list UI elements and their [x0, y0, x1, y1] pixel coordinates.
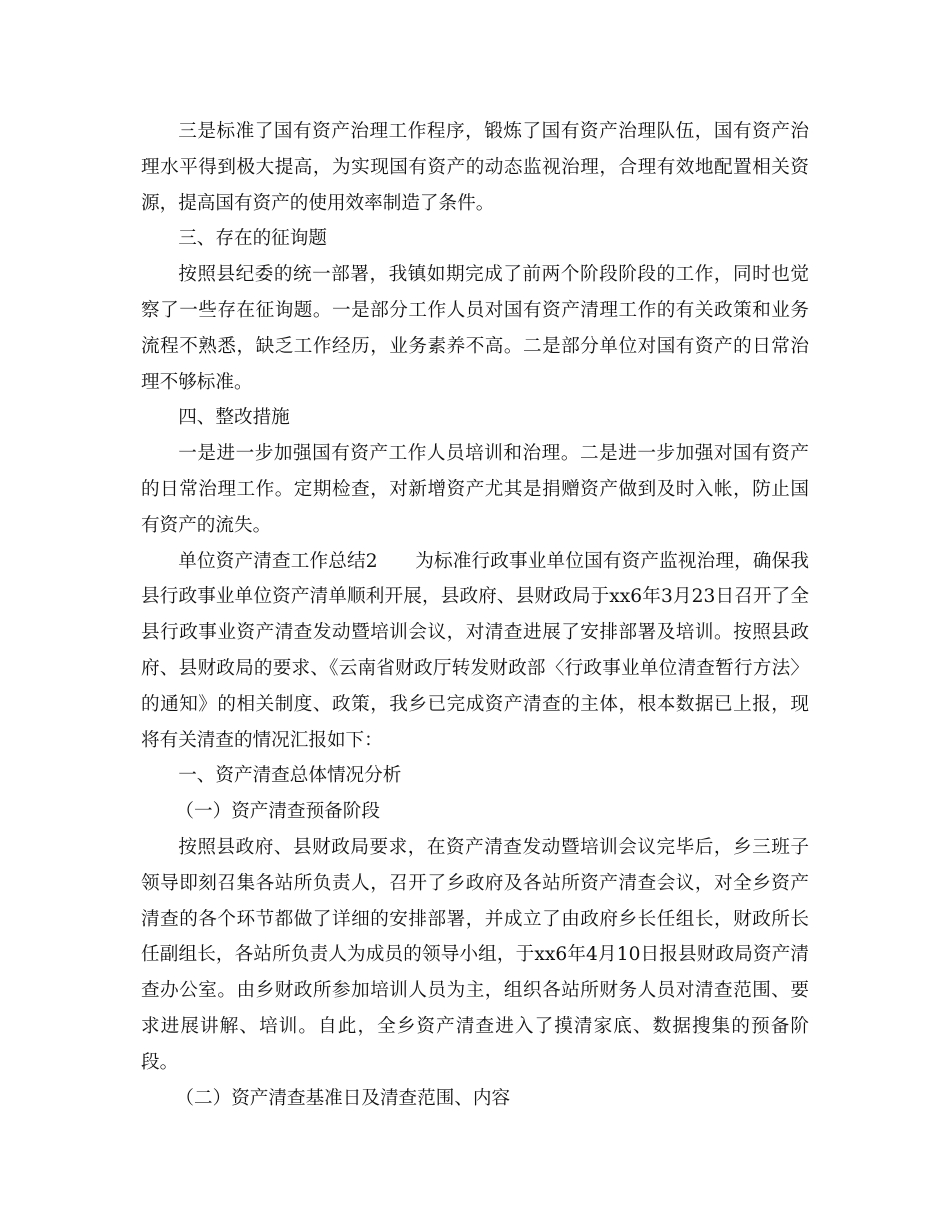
paragraph-summary-2-intro: 单位资产清查工作总结2 为标准行政事业单位国有资产监视治理，确保我县行政事业单位资产清单顺利开展，县政府、县财政局于xx6年3月23日召开了全县行政事业资产清查发动暨培训会议，对清查进展了安排部署及培训。按照县政府、县财政局的要求、《云南省财政厅转发财政部〈行政事业单位清查暂行方法〉的通知》的相关制度、政策，我乡已完成资产清查的主体，根本数据已上报，现将有关清查的情况汇报如下： — [141, 550, 809, 751]
paragraph-rectification: 一是进一步加强国有资产工作人员培训和治理。二是进一步加强对国有资产的日常治理工作。定期检查，对新增资产尤其是捐赠资产做到及时入帐，防止国有资产的流失。 — [141, 443, 809, 536]
subsection-heading-preparation: （一）资产清查预备阶段 — [175, 801, 380, 823]
paragraph-problems: 按照县纪委的统一部署，我镇如期完成了前两个阶段阶段的工作，同时也觉察了一些存在征询题。一是部分工作人员对国有资产清理工作的有关政策和业务流程不熟悉，缺乏工作经历，业务素养不高。二是部分单位对国有资产的日常治理不够标准。 — [141, 264, 809, 393]
paragraph-preparation: 按照县政府、县财政局要求，在资产清查发动暨培训会议完毕后，乡三班子领导即刻召集各站所负责人，召开了乡政府及各站所资产清查会议，对全乡资产清查的各个环节都做了详细的安排部署，并成立了由政府乡长任组长，财政所长任副组长，各站所负责人为成员的领导小组，于xx6年4月10日报县财政局资产清查办公室。由乡财政所参加培训人员为主，组织各站所财务人员对清查范围、要求进展讲解、培训。自此，全乡资产清查进入了摸清家底、数据搜集的预备阶段。 — [141, 836, 809, 1073]
section-heading-rectification: 四、整改措施 — [178, 407, 290, 429]
subsection-heading-base-date-scope: （二）资产清查基准日及清查范围、内容 — [175, 1087, 511, 1109]
document-body — [141, 114, 809, 1116]
section-heading-problems: 三、存在的征询题 — [178, 228, 327, 250]
section-heading-overall-analysis: 一、资产清查总体情况分析 — [178, 765, 402, 787]
paragraph-standardization: 三是标准了国有资产治理工作程序，锻炼了国有资产治理队伍，国有资产治理水平得到极大提高，为实现国有资产的动态监视治理，合理有效地配置相关资源，提高国有资产的使用效率制造了条件。 — [141, 121, 809, 214]
